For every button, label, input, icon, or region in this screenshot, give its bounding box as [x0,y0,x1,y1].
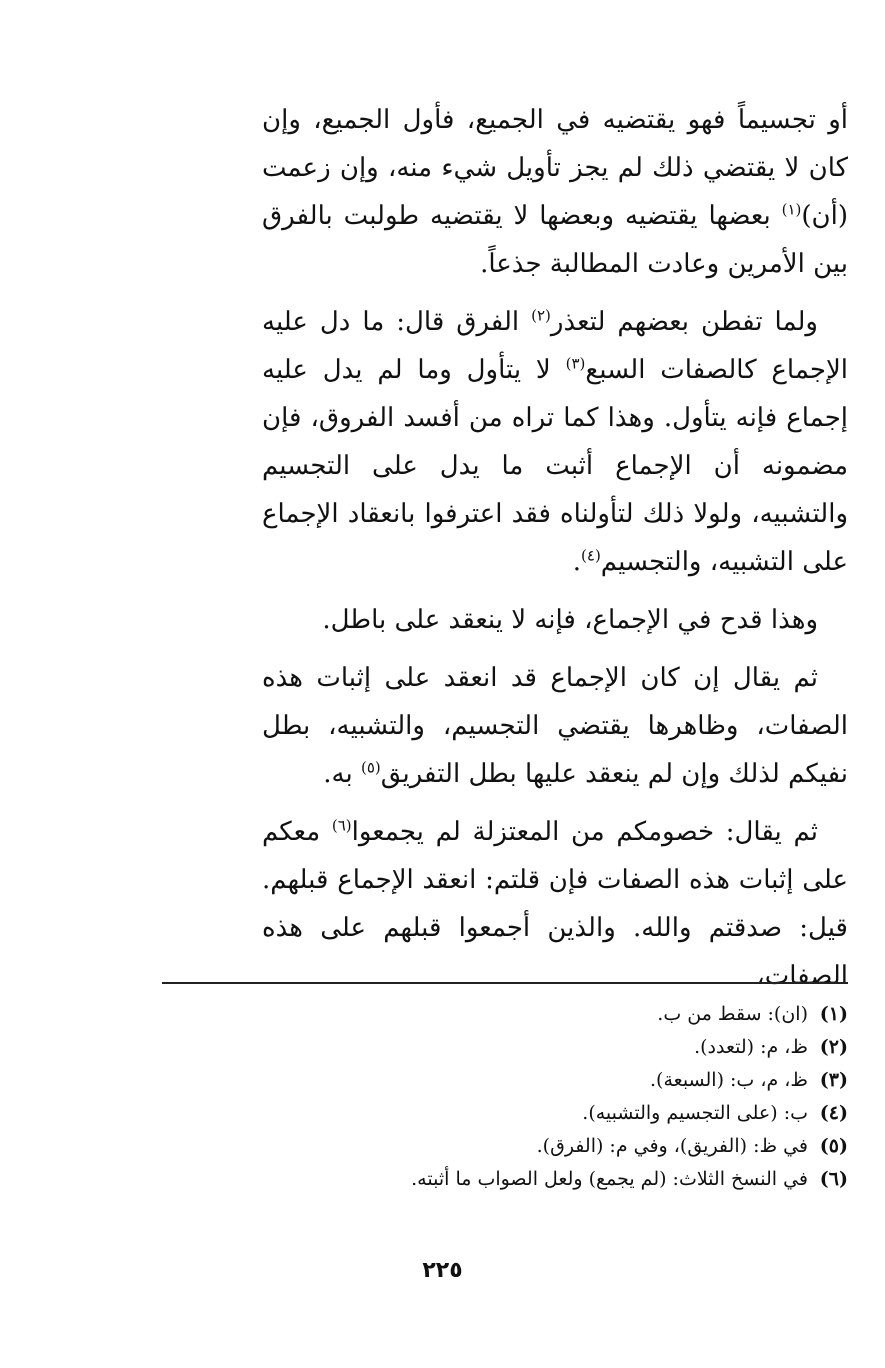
footnote-text: في ظ: (الفريق)، وفي م: (الفرق). [536,1135,808,1157]
text-run: أو تجسيماً فهو يقتضيه في الجميع، فأول الجميع، وإن كان لا يقتضي ذلك لم يجز تأويل شيء منه، وإن زعمت (أن) [262,105,848,231]
paragraph [262,808,848,1000]
footnote-text: (ان): سقط من ب. [657,1003,808,1025]
text-run: ولما تفطن بعضهم لتعذر [550,307,818,337]
footnote-number: (٢) [819,1036,848,1058]
footnote-number: (٦) [819,1168,848,1190]
footnote-text: في النسخ الثلاث: (لم يجمع) ولعل الصواب ما أثبته. [411,1168,808,1190]
text-run: الفرق قال: ما دل عليه الإجماع كالصفات السبع [262,307,848,385]
text-run: ثم يقال: خصومكم من المعتزلة لم يجمعوا [351,817,818,847]
text-run: معكم على إثبات هذه الصفات فإن قلتم: انعقد الإجماع قبلهم. قيل: صدقتم والله. والذين أجمعوا قبلهم على هذه الصفات، [262,817,848,991]
footnote-divider [162,982,848,984]
footnote [162,998,848,1031]
paragraph [262,596,848,644]
footnote-ref: (١) [781,200,802,219]
footnote-text: ظ، م: (لتعدد). [694,1036,808,1058]
paragraph [262,654,848,798]
text-run: بعضها يقتضيه وبعضها لا يقتضيه طولبت بالفرق بين الأمرين وعادت المطالبة جذعاً. [262,201,848,279]
text-run: به. [323,759,361,789]
main-text [262,96,848,1010]
text-run: وهذا قدح في الإجماع، فإنه لا ينعقد على باطل. [322,605,818,635]
footnote-ref: (٥) [361,758,381,777]
footnote-number: (٥) [819,1135,848,1157]
footnote-number: (١) [819,1003,848,1025]
footnote-text: ظ، م، ب: (السبعة). [650,1069,808,1091]
footnote-ref: (٤) [581,546,601,565]
footnote [162,1064,848,1097]
footnote-ref: (٦) [331,816,352,835]
paragraph [262,298,848,586]
footnote-ref: (٣) [565,354,586,373]
footnote-ref: (٢) [531,306,551,325]
footnote [162,1130,848,1163]
text-run: ثم يقال إن كان الإجماع قد انعقد على إثبات هذه الصفات، وظاهرها يقتضي التجسيم، والتشبيه، بطل نفيكم لذلك وإن لم ينعقد عليها بطل التفريق [262,663,848,789]
text-run: لا يتأول وما لم يدل عليه إجماع فإنه يتأول. وهذا كما تراه من أفسد الفروق، فإن مضمونه أن الإجماع أثبت ما يدل على التجسيم والتشبيه، ولولا ذلك لتأولناه فقد اعترفوا بانعقاد الإجماع على التشبيه، والتجسيم [262,355,848,577]
page-number: ٢٢٥ [422,1258,463,1283]
footnote-number: (٤) [819,1102,848,1124]
text-run: . [572,547,582,577]
footnote [162,1031,848,1064]
footnotes [162,998,848,1196]
paragraph [262,96,848,288]
footnote-text: ب: (على التجسيم والتشبيه). [582,1102,808,1124]
footnote [162,1163,848,1196]
footnote-number: (٣) [819,1069,848,1091]
footnote [162,1097,848,1130]
